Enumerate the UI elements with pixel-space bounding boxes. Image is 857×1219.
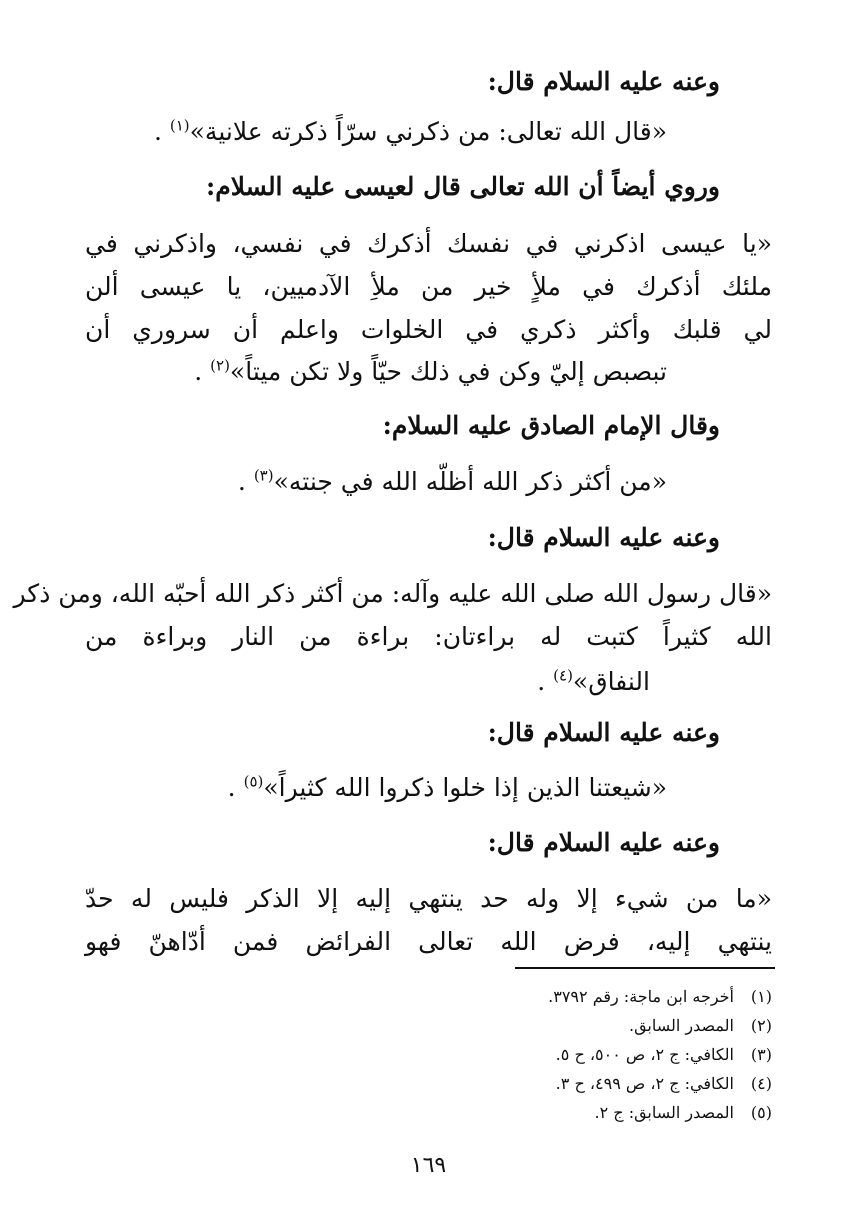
quote-line: الله كثيراً كتبت له براءتان: براءة من النار وبراءة من (85, 622, 772, 651)
footnote-text: أخرجه ابن ماجة: رقم ٣٧٩٢. (548, 987, 734, 1006)
quote-line: ينتهي إليه، فرض الله تعالى الفرائض فمن أدّاهنّ فهو (85, 927, 772, 956)
quote-line: «قال رسول الله صلى الله عليه وآله: من أكثر ذكر الله أحبّه الله، ومن ذكر (13, 579, 772, 608)
quote-line: «ما من شيء إلا وله حد ينتهي إليه إلا الذكر فليس له حدّ (85, 884, 772, 913)
quote-line: «من أكثر ذكر الله أظلّه الله في جنته»$^{(٣)}$ . (237, 466, 667, 496)
page-number: ١٦٩ (410, 1153, 447, 1178)
quote-line: النفاق»$^{(٤)}$ . (537, 666, 650, 696)
footnote-item (556, 1040, 772, 1069)
quote-line: «يا عيسى اذكرني في نفسك أذكرك في نفسي، واذكرني في (85, 229, 772, 258)
footnote-number: (٣) (750, 1045, 772, 1064)
footnote-item (629, 1011, 772, 1040)
quote-line: تبصبص إليّ وكن في ذلك حيّاً ولا تكن ميتاً»$^{(٢)}$ . (194, 356, 667, 386)
quote-line: «قال الله تعالى: من ذكرني سرّاً ذكرته علانية»$^{(١)}$ . (153, 116, 667, 146)
footnote-ref: (٣) (253, 466, 274, 485)
footnote-number: (٥) (750, 1103, 772, 1122)
quote-text: «قال الله تعالى: من ذكرني سرّاً ذكرته علانية» (189, 117, 667, 146)
narration-intro: وعنه عليه السلام قال: (487, 718, 720, 747)
footnote-number: (٤) (750, 1074, 772, 1093)
quote-line: «شيعتنا الذين إذا خلوا ذكروا الله كثيراً»$^{(٥)}$ . (227, 772, 667, 802)
narration-intro: وعنه عليه السلام قال: (487, 67, 720, 96)
quote-line: ملئك أذكرك في ملأٍ خير من ملأِ الآدميين، يا عيسى ألن (85, 272, 772, 301)
quote-text: «من أكثر ذكر الله أظلّه الله في جنته» (273, 467, 667, 496)
quote-line: لي قلبك وأكثر ذكري في الخلوات واعلم أن سروري أن (85, 315, 773, 344)
footnote-ref: (١) (169, 116, 190, 135)
narration-intro: وعنه عليه السلام قال: (487, 523, 720, 552)
footnote-ref: (٤) (553, 666, 573, 685)
footnote-text: الكافي: ج ٢، ص ٤٩٩، ح ٣. (555, 1074, 734, 1093)
narration-intro: وقال الإمام الصادق عليه السلام: (382, 411, 720, 440)
narration-intro: وروي أيضاً أن الله تعالى قال لعيسى عليه السلام: (206, 172, 720, 201)
narration-intro: وعنه عليه السلام قال: (487, 828, 720, 857)
footnote-number: (٢) (750, 1016, 772, 1035)
quote-text: تبصبص إليّ وكن في ذلك حيّاً ولا تكن ميتاً» (229, 357, 667, 386)
footnote-item (556, 1069, 772, 1098)
footnote-text: المصدر السابق: ج ٢. (594, 1103, 734, 1122)
footnote-text: المصدر السابق. (628, 1016, 734, 1035)
quote-text: «شيعتنا الذين إذا خلوا ذكروا الله كثيراً» (263, 773, 667, 802)
footnote-number: (١) (750, 987, 772, 1006)
quote-text: النفاق» (572, 667, 650, 696)
footnote-ref: (٢) (210, 356, 230, 375)
footnote-separator (515, 967, 775, 969)
footnote-item (548, 982, 772, 1011)
footnote-ref: (٥) (243, 772, 264, 791)
footnote-text: الكافي: ج ٢، ص ٥٠٠، ح ٥. (555, 1045, 734, 1064)
footnote-item (595, 1098, 773, 1127)
